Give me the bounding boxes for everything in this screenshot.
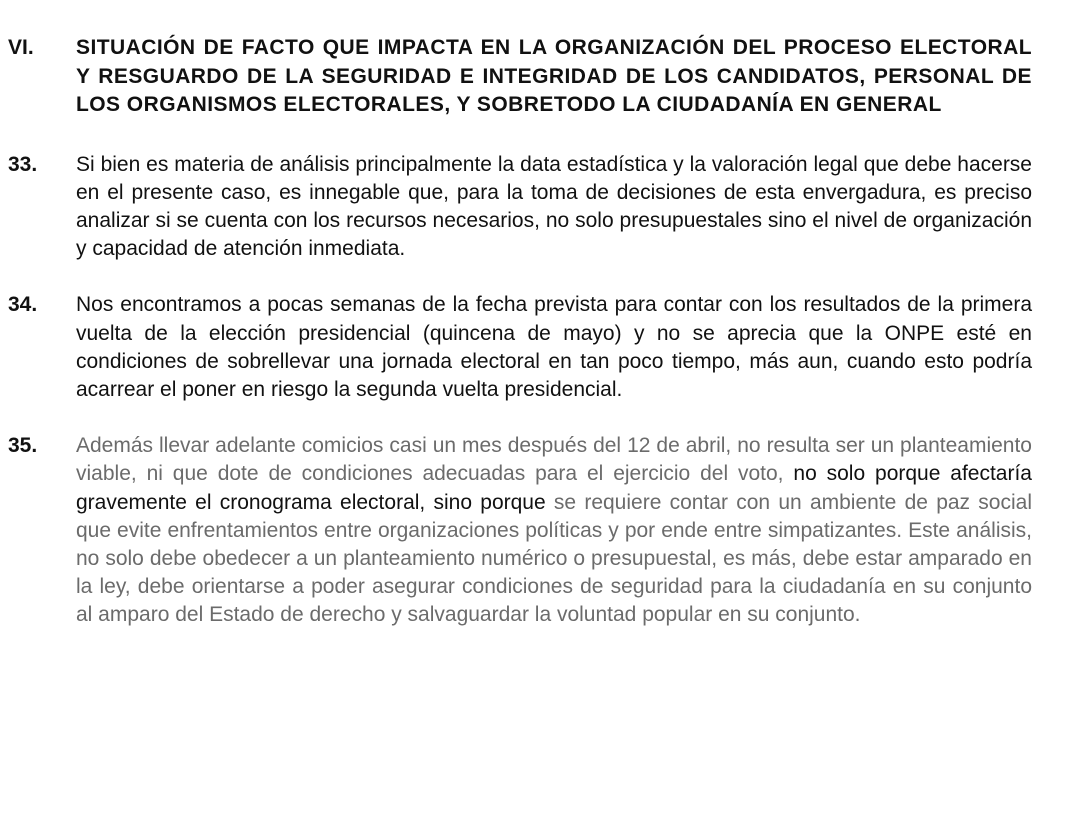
- paragraph-33: [8, 151, 1032, 264]
- section-heading: [8, 34, 1032, 120]
- paragraph-number: 35.: [8, 434, 38, 458]
- paragraph-text-gray-2: se requiere contar con un ambiente de paz social que evite enfrentamientos entre organizaciones políticas y por ende entre simpatizantes. Este análisis, no solo debe obedecer a un planteamiento numérico o presupuestal, es más, debe estar amparado en la ley, debe orientarse a poder asegurar condiciones de seguridad para la ciudadanía en su conjunto al amparo del Estado de derecho y salvaguardar la voluntad popular en su conjunto.: [76, 490, 1032, 627]
- paragraph-35: [8, 432, 1032, 629]
- paragraph-34: [8, 291, 1032, 404]
- paragraph-number: 34.: [8, 293, 38, 317]
- paragraph-number: 33.: [8, 152, 38, 176]
- paragraph-text: [76, 432, 1032, 629]
- section-number: VI.: [8, 36, 34, 59]
- paragraph-text-dark: no solo porque afectaría gravemente el cronograma electoral, sino porque: [76, 462, 1032, 514]
- paragraph-text: Si bien es materia de análisis principalmente la data estadística y la valoración legal que debe hacerse en el presente caso, es innegable que, para la toma de decisiones de esta envergadura, es preciso analizar si se cuenta con los recursos necesarios, no solo presupuestales sino el nivel de organización y capacidad de atención inmediata.: [76, 152, 1032, 261]
- paragraph-text-gray-1: Además llevar adelante comicios casi un mes después del 12 de abril, no resulta ser un planteamiento viable, ni que dote de condiciones adecuadas para el ejercicio del voto,: [76, 434, 1032, 486]
- paragraph-text: Nos encontramos a pocas semanas de la fecha prevista para contar con los resultados de la primera vuelta de la elección presidencial (quincena de mayo) y no se aprecia que la ONPE esté en condiciones de sobrellevar una jornada electoral en tan poco tiempo, más aun, cuando esto podría acarrear el poner en riesgo la segunda vuelta presidencial.: [76, 293, 1032, 401]
- section-title: SITUACIÓN DE FACTO QUE IMPACTA EN LA ORGANIZACIÓN DEL PROCESO ELECTORAL Y RESGUARDO DE LA SEGURIDAD E INTEGRIDAD DE LOS CANDIDATOS, PERSONAL DE LOS ORGANISMOS ELECTORALES, Y SOBRETODO LA CIUDADANÍA EN GENERAL: [76, 36, 1032, 116]
